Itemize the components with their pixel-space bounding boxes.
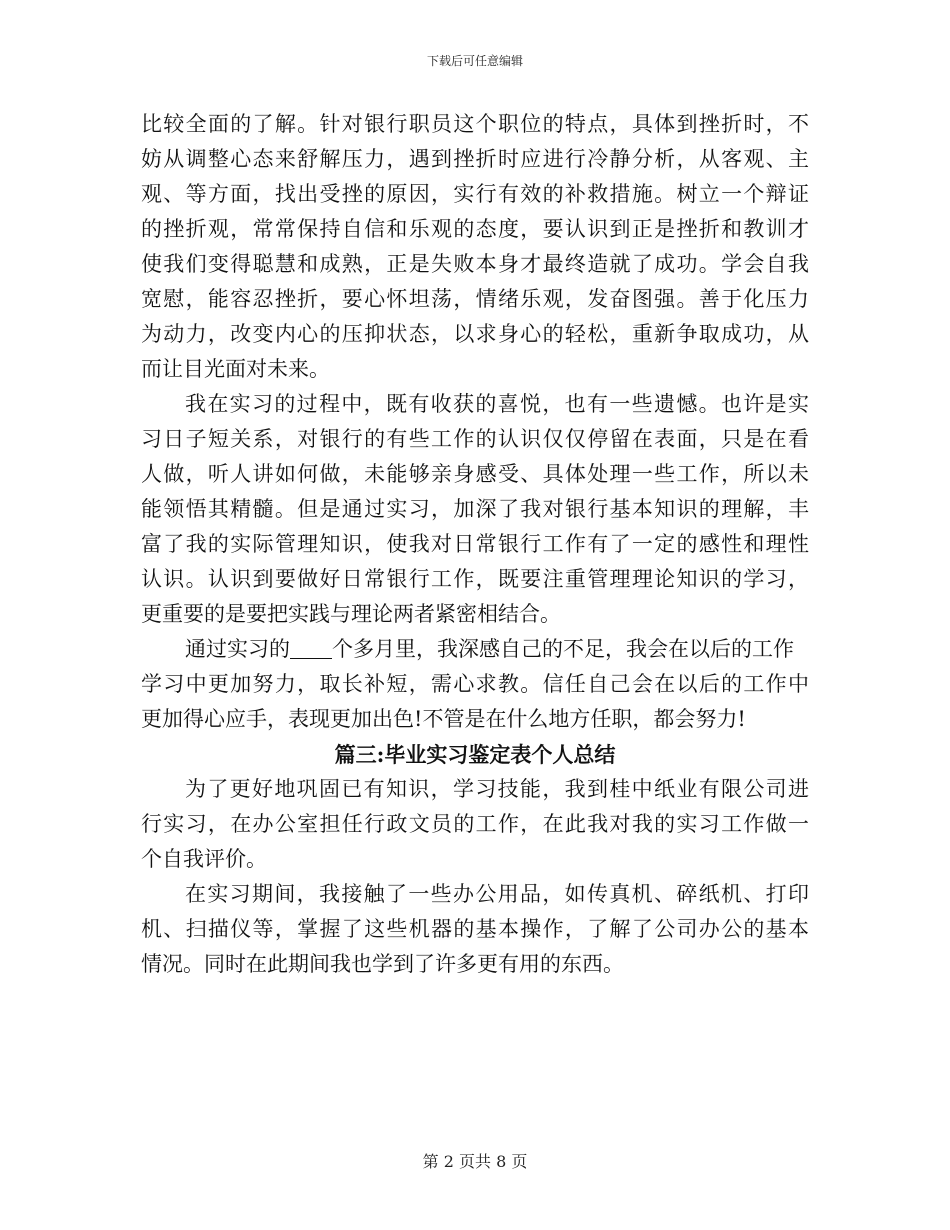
text-line: 能领悟其精髓。但是通过实习，加深了我对银行基本知识的理解，丰 — [141, 497, 809, 521]
text-line: 个自我评价。 — [141, 847, 267, 871]
text-line: 为动力，改变内心的压抑状态，以求身心的轻松，重新争取成功，从 — [141, 322, 809, 346]
text-line: 更重要的是要把实践与理论两者紧密相结合。 — [141, 602, 561, 626]
document-body — [141, 107, 809, 982]
text-line: 更加得心应手，表现更加出色!不管是在什么地方任职，都会努力! — [141, 707, 746, 731]
text-line-with-blank — [141, 632, 809, 667]
text-line: 为了更好地巩固已有知识，学习技能，我到桂中纸业有限公司进 — [185, 777, 809, 801]
text-line: 认识。认识到要做好日常银行工作，既要注重管理理论知识的学习， — [141, 567, 809, 591]
text-fragment: 通过实习的 — [185, 637, 290, 661]
text-line: 妨从调整心态来舒解压力，遇到挫折时应进行冷静分析，从客观、主 — [141, 147, 809, 171]
paragraph-4 — [141, 772, 809, 877]
text-line: 行实习，在办公室担任行政文员的工作，在此我对我的实习工作做一 — [141, 812, 809, 836]
page-header: 下载后可任意编辑 — [426, 54, 523, 68]
page-footer: 第 2 页共 8 页 — [422, 1152, 528, 1171]
text-line: 习日子短关系，对银行的有些工作的认识仅仅停留在表面，只是在看 — [141, 427, 809, 451]
fill-in-blank — [290, 636, 332, 659]
text-line: 情况。同时在此期间我也学到了许多更有用的东西。 — [141, 952, 624, 976]
text-line: 而让目光面对未来。 — [141, 357, 330, 381]
paragraph-5 — [141, 877, 809, 982]
paragraph-3 — [141, 632, 809, 737]
text-line: 使我们变得聪慧和成熟，正是失败本身才最终造就了成功。学会自我 — [141, 252, 809, 276]
section-heading: 篇三:毕业实习鉴定表个人总结 — [334, 742, 616, 767]
paragraph-2 — [141, 387, 809, 632]
text-line: 比较全面的了解。针对银行职员这个职位的特点，具体到挫折时，不 — [141, 112, 809, 136]
text-line: 在实习期间，我接触了一些办公用品，如传真机、碎纸机、打印 — [185, 882, 809, 906]
text-line: 学习中更加努力，取长补短，需心求教。信任自己会在以后的工作中 — [141, 672, 809, 696]
text-fragment: 个多月里，我深感自己的不足，我会在以后的工作 — [332, 637, 794, 661]
text-line: 的挫折观，常常保持自信和乐观的态度，要认识到正是挫折和教训才 — [141, 217, 809, 241]
paragraph-1 — [141, 107, 809, 387]
text-line: 观、等方面，找出受挫的原因，实行有效的补救措施。树立一个辩证 — [141, 182, 809, 206]
text-line: 人做，听人讲如何做，未能够亲身感受、具体处理一些工作，所以未 — [141, 462, 809, 486]
text-line: 富了我的实际管理知识，使我对日常银行工作有了一定的感性和理性 — [141, 532, 809, 556]
text-line: 宽慰，能容忍挫折，要心怀坦荡，情绪乐观，发奋图强。善于化压力 — [141, 287, 809, 311]
text-line: 机、扫描仪等，掌握了这些机器的基本操作，了解了公司办公的基本 — [141, 917, 809, 941]
text-line: 我在实习的过程中，既有收获的喜悦，也有一些遗憾。也许是实 — [185, 392, 809, 416]
